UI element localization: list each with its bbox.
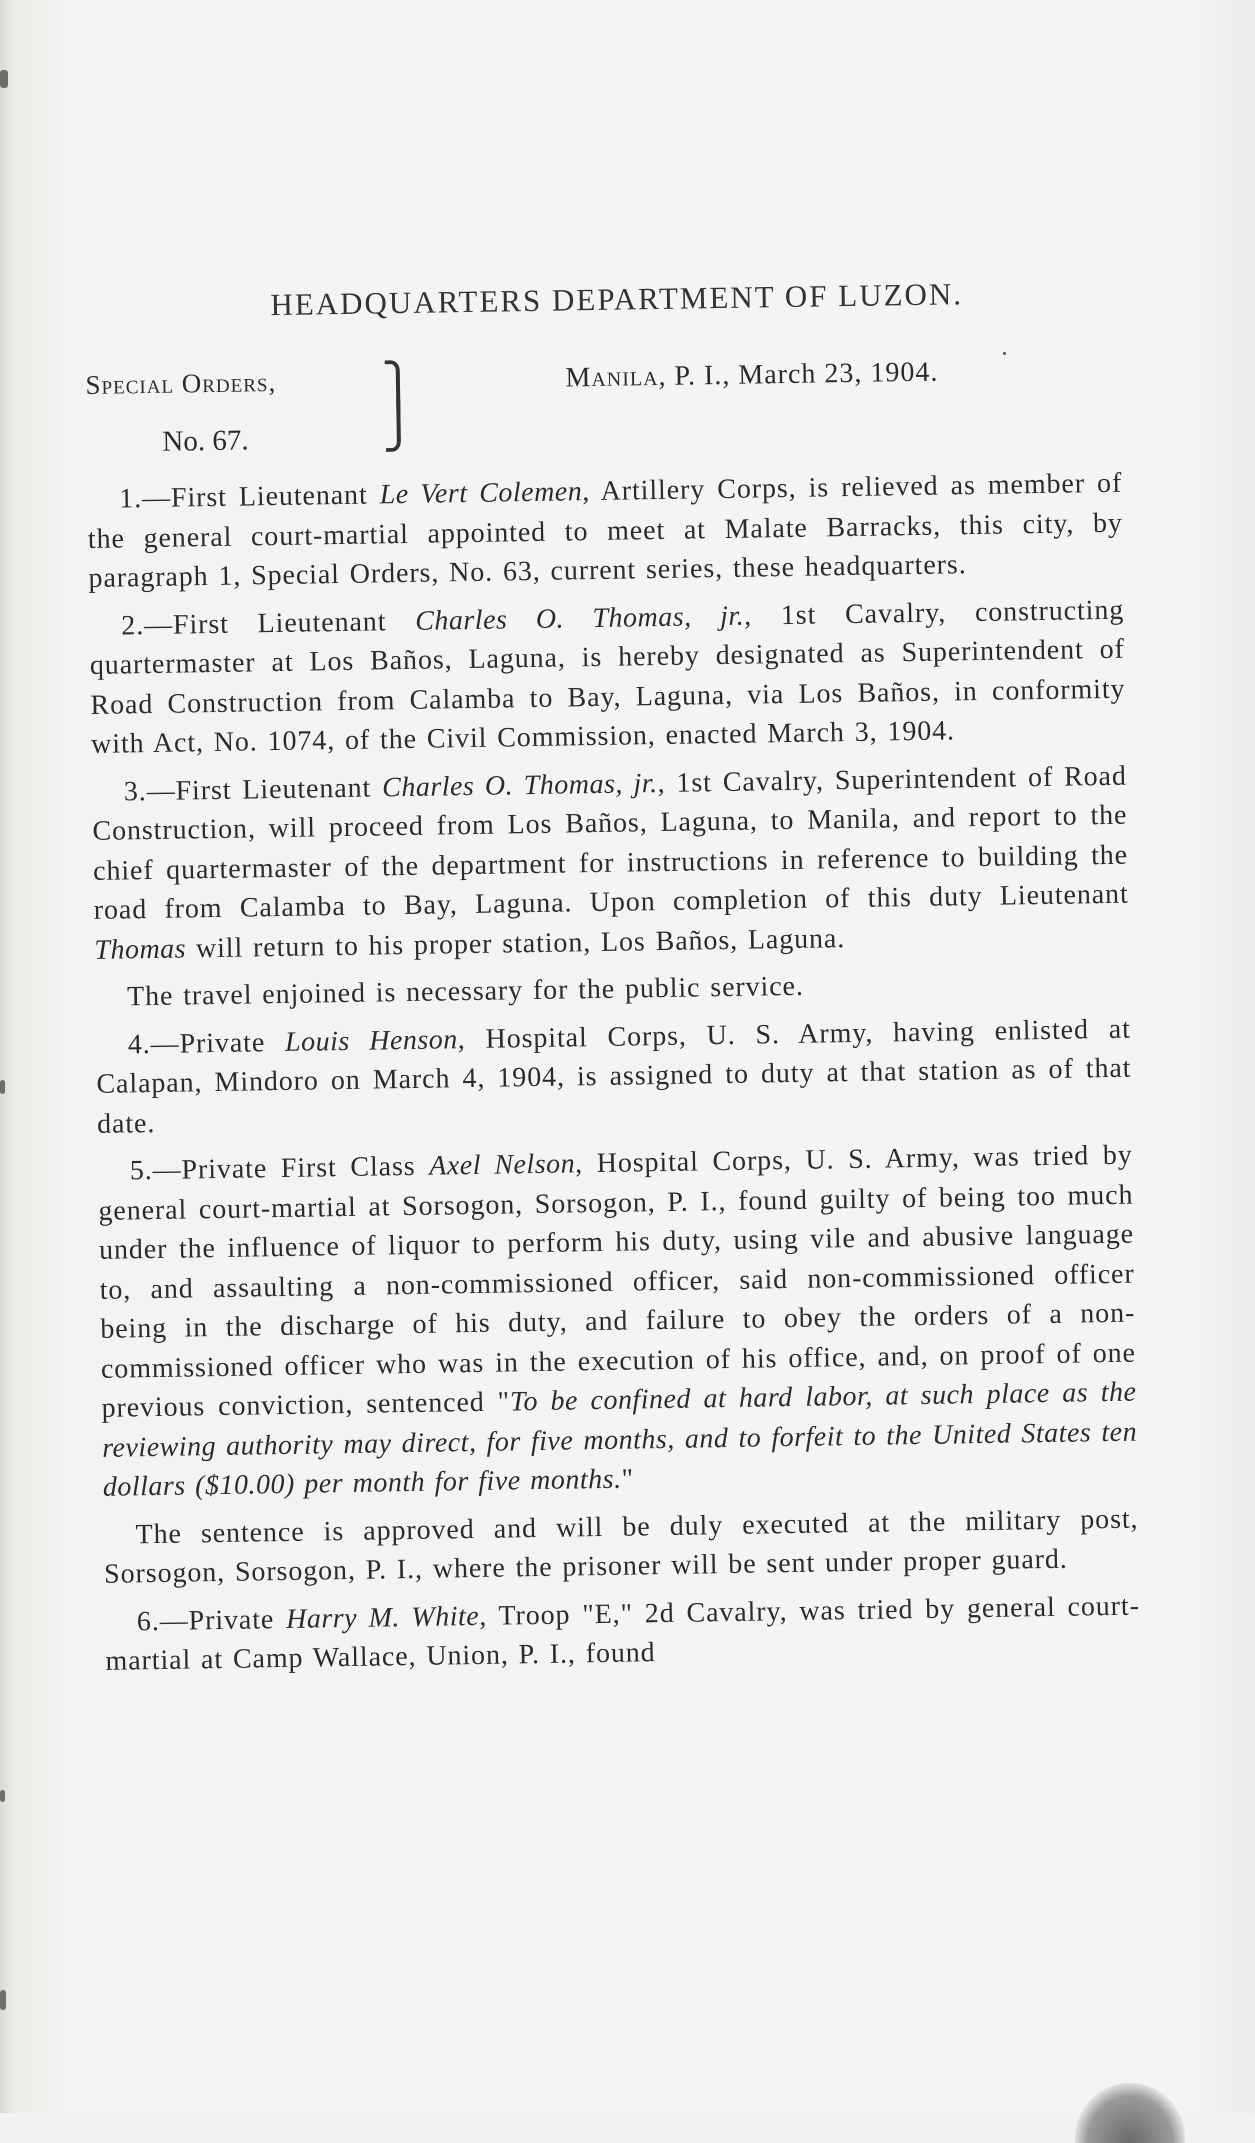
paragraph-text: 3.—First Lieutenant xyxy=(123,771,383,807)
place-city: Manila xyxy=(565,360,659,394)
italic-name: Harry M. White xyxy=(285,1600,480,1635)
paragraph-text: , Troop "E," 2d Cavalry, was tried by general court-martial at Camp Wallace, Union, P. I., found xyxy=(105,1590,1141,1677)
brace-icon: ⎫ ⎭ xyxy=(381,360,416,453)
order-paragraph xyxy=(96,1009,1133,1144)
paragraph-text: The sentence is approved and will be duly executed at the military post, Sorsogon, Sorsogon, P. I., where the prisoner will be sent under proper guard. xyxy=(103,1503,1139,1590)
italic-name: Charles O. Thomas, jr. xyxy=(381,767,658,803)
order-paragraph xyxy=(98,1136,1138,1508)
order-paragraphs xyxy=(87,464,1141,1682)
paragraph-text: , 1st Cavalry, Superintendent of Road Construction, will proceed from Los Baños, Laguna, to Manila, and report to the chief quartermaster of the department for instructions in reference to building the road from Calamba to Bay, Laguna. Upon completion of this duty Lieutenant xyxy=(92,760,1129,926)
paragraph-text: , Hospital Corps, U. S. Army, was tried by general court-martial at Sorsogon, Sorsogon, P. I., found guilty of being too much under the influence of liquor to perform his duty, using vile and abusive language to, and assaulting a non-commissioned officer, said non-commissioned officer being in the discharge of his duty, and failure to obey the orders of a non-commissioned officer who was in the execution of his office, and, on proof of one previous conviction, sentenced " xyxy=(98,1139,1137,1424)
paragraph-text: 4.—Private xyxy=(127,1026,286,1060)
paragraph-text: , Hospital Corps, U. S. Army, having enlisted at Calapan, Mindoro on March 4, 1904, is assigned to duty at that station as of that date. xyxy=(96,1013,1132,1140)
page-title: HEADQUARTERS DEPARTMENT OF LUZON. xyxy=(270,276,964,323)
paragraph-text: " xyxy=(621,1463,635,1495)
order-paragraph xyxy=(87,464,1124,599)
special-orders-title: Special Orders, xyxy=(85,366,277,400)
order-paragraph xyxy=(105,1586,1141,1681)
binding-mark xyxy=(0,1990,6,2010)
italic-name: Le Vert Colemen xyxy=(379,476,583,511)
italic-name: Thomas xyxy=(94,932,187,966)
document-body xyxy=(84,274,1141,1682)
special-orders-block xyxy=(85,367,277,460)
thumb-shadow xyxy=(1075,2083,1185,2143)
italic-name: Louis Henson xyxy=(284,1023,459,1058)
order-paragraph xyxy=(89,590,1126,764)
order-paragraph xyxy=(103,1499,1139,1594)
paragraph-text: The travel enjoined is necessary for the public service. xyxy=(126,970,804,1013)
binding-mark xyxy=(0,70,8,88)
binding-mark xyxy=(0,1790,5,1802)
paragraph-text: 5.—Private First Class xyxy=(129,1150,430,1187)
italic-name: Axel Nelson xyxy=(429,1148,576,1182)
paragraph-text: , Artillery Corps, is relieved as member of the general court-martial appointed to meet at Malate Barracks, this city, by paragraph 1, Special Orders, No. 63, current series, these headquarters. xyxy=(87,467,1124,594)
date-text: , P. I., March 23, 1904. xyxy=(658,356,939,392)
order-paragraph xyxy=(95,962,1130,1018)
italic-name: Charles O. Thomas, jr. xyxy=(414,600,745,637)
paragraph-text: 1.—First Lieutenant xyxy=(119,479,380,515)
order-header xyxy=(85,354,1122,480)
order-paragraph xyxy=(92,756,1130,970)
italic-name: To be confined at hard labor, at such place as the reviewing authority may direct, for five months, and to forfeit to the United States ten dollars ($10.00) per month for five months. xyxy=(101,1376,1138,1503)
paragraph-text: will return to his proper station, Los Baños, Laguna. xyxy=(185,922,846,964)
binding-mark xyxy=(0,1080,5,1094)
special-orders-number: No. 67. xyxy=(162,424,249,458)
paragraph-text: 6.—Private xyxy=(136,1603,287,1637)
paragraph-text: , 1st Cavalry, constructing quartermaster at Los Baños, Laguna, is hereby designated as Superintendent of Road Construction from Calamba to Bay, Laguna, via Los Baños, in conformity with Act, No. 1074, of the Civil Commission, enacted March 3, 1904. xyxy=(89,594,1126,760)
place-date xyxy=(565,357,938,395)
paragraph-text: 2.—First Lieutenant xyxy=(121,605,416,641)
